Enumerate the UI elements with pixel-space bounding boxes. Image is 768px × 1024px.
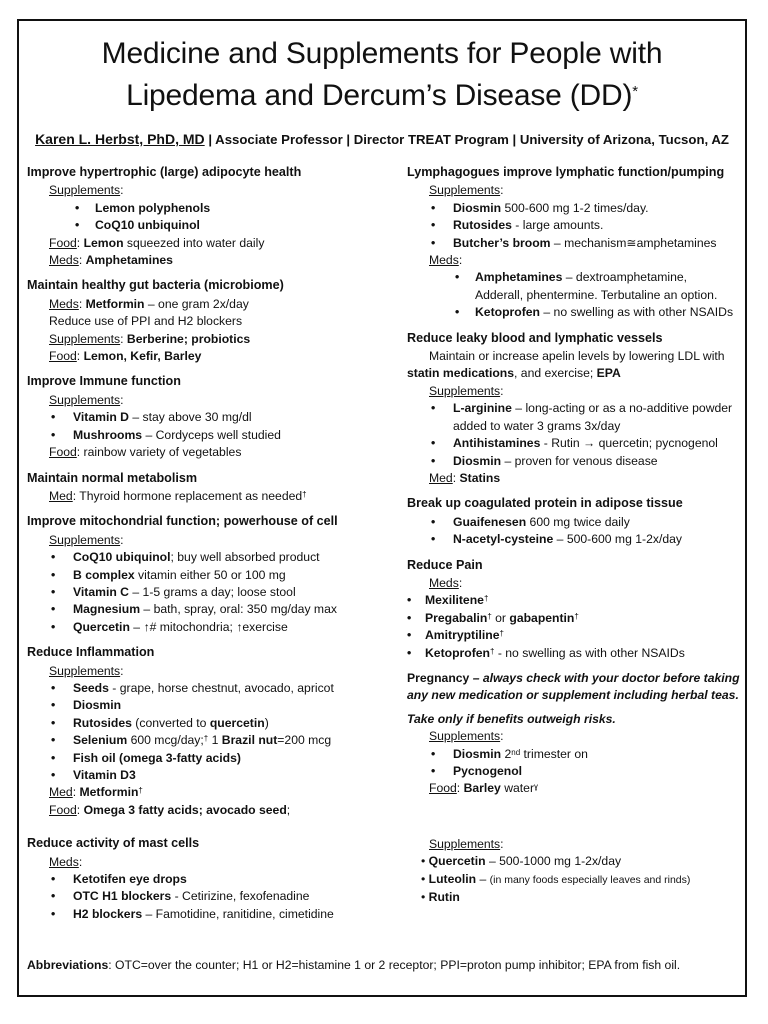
- left-column: [27, 164, 395, 931]
- section-heading: Maintain healthy gut bacteria (microbiome): [27, 278, 284, 293]
- meds-list: [407, 269, 745, 321]
- right-column: [407, 164, 745, 914]
- list-item: • L-arginine – long-acting or as a no-additive powder added to water 3 grams 3x/day: [453, 400, 745, 435]
- food-line: Food: Barley water$^ɣ$: [429, 781, 539, 796]
- author-affiliation: | Associate Professor | Director TREAT Program | University of Arizona, Tucson, AZ: [204, 132, 729, 147]
- supplement-list: [27, 549, 395, 636]
- text-line: statin medications, and exercise; EPA: [407, 366, 621, 381]
- supplement-list: [407, 746, 745, 781]
- list-item: • Rutosides - large amounts.: [453, 217, 745, 234]
- section-gut-bacteria: [27, 277, 395, 365]
- list-item: • Ketoprofen – no swelling as with other NSAIDs: [475, 304, 745, 321]
- section-heading: Reduce activity of mast cells: [27, 836, 200, 851]
- title-line-1: Medicine and Supplements for People with: [101, 37, 663, 70]
- list-item: • Diosmin: [73, 697, 395, 714]
- section-mitochondrial-function: Improve mitochondrial function; powerhouse of cell Supplements: • CoQ10 ubiquinol; buy well absorbed product • B complex vitamin either 50 or 100 mg • Vitamin C – 1-5 grams a day; loose stool • Magnesium – bath, spray, oral: 350 mg/day max • Quercetin – ↑# mitochondria; ↑exercise: [27, 513, 395, 636]
- supplement-list: [407, 514, 745, 549]
- supplement-list: [27, 200, 395, 235]
- list-item: • Rutosides (converted to quercetin): [73, 715, 395, 732]
- list-item: • Mushrooms – Cordyceps well studied: [73, 427, 395, 444]
- section-mast-cells: Reduce activity of mast cells Meds: • Ketotifen eye drops • OTC H1 blockers - Cetirizine, fexofenadine • H2 blockers – Famotidine, ranitidine, cimetidine: [27, 835, 395, 923]
- section-heading: Improve hypertrophic (large) adipocyte health: [27, 165, 302, 179]
- list-item: • Diosmin 2nd trimester on: [453, 746, 745, 763]
- list-item: • Fish oil (omega 3-fatty acids): [73, 750, 395, 767]
- list-item: • Vitamin D – stay above 30 mg/dl: [73, 409, 395, 426]
- section-coagulated-protein: [407, 495, 745, 548]
- meds-list: [407, 592, 745, 662]
- section-adipocyte-health: Improve hypertrophic (large) adipocyte health Supplements: • Lemon polyphenols • CoQ10 unbiquinol Food: Lemon squeezed into water daily Meds: Amphetamines: [27, 164, 395, 269]
- list-item: • Diosmin – proven for venous disease: [453, 453, 745, 470]
- section-pregnancy: Pregnancy – always check with your doctor before taking any new medication or supplement including herbal teas. Take only if benefits outweigh risks. Supplements: • Diosmin 2nd trimester on • Pycnogenol Food: Barley water$^ɣ$: [407, 670, 745, 798]
- list-item: • Luteolin – (in many foods especially leaves and rinds): [421, 871, 691, 886]
- list-item: • Seeds - grape, horse chestnut, avocado, apricot: [73, 680, 395, 697]
- meds-line: Meds: Amphetamines: [49, 253, 173, 268]
- section-immune-function: Improve Immune function Supplements: • Vitamin D – stay above 30 mg/dl • Mushrooms – Cordyceps well studied Food: rainbow variety of vegetables: [27, 373, 395, 461]
- section-lymphagogues: Lymphagogues improve lymphatic function/pumping Supplements: • Diosmin 500-600 mg 1-2 times/day. • Rutosides - large amounts. • Butcher’s broom – mechanism≅amphetamines Meds: • Amphetamines – dextroamphetamine, Adderall, phentermine. Terbutaline an option. • Ketoprofen – no swelling as with other NSAIDs: [407, 164, 745, 322]
- up-arrow-icon: ↑: [143, 619, 150, 634]
- list-item: • Butcher’s broom – mechanism≅amphetamines: [453, 235, 745, 252]
- list-item: • Pycnogenol: [453, 763, 745, 780]
- list-item: • Vitamin C – 1-5 grams a day; loose stool: [73, 584, 395, 601]
- title-line-2: Lipedema and Dercum’s Disease (DD)*: [126, 79, 638, 112]
- document-title: [19, 33, 745, 117]
- med-line: Med: Metformin†: [49, 785, 143, 800]
- list-item: • CoQ10 ubiquinol; buy well absorbed product: [73, 549, 395, 566]
- supplement-list: [407, 400, 745, 470]
- list-item: • Quercetin – 500-1000 mg 1-2x/day: [421, 854, 622, 869]
- section-heading: Improve Immune function: [27, 374, 181, 389]
- food-line: Food: Lemon, Kefir, Barley: [49, 349, 202, 364]
- list-item: • Amphetamines – dextroamphetamine, Adderall, phentermine. Terbutaline an option.: [475, 269, 745, 304]
- list-item: • OTC H1 blockers - Cetirizine, fexofenadine: [73, 888, 395, 905]
- section-pain: Reduce Pain Meds: • Mexilitene† • Pregabalin† or gabapentin† • Amitryptiline† • Ketoprofen† - no swelling as with other NSAIDs: [407, 557, 745, 662]
- author-name: Karen L. Herbst, PhD, MD: [35, 131, 205, 147]
- list-item: • H2 blockers – Famotidine, ranitidine, cimetidine: [73, 906, 395, 923]
- list-item: • Vitamin D3: [73, 767, 395, 784]
- list-item: • CoQ10 unbiquinol: [95, 217, 395, 234]
- up-arrow-icon: ↑: [236, 619, 243, 634]
- section-mast-cell-supplements: Supplements: • Quercetin – 500-1000 mg 1-2x/day • Luteolin – (in many foods especially leaves and rinds) • Rutin: [407, 836, 745, 907]
- supplement-list: [407, 200, 745, 252]
- supplement-list: [27, 680, 395, 784]
- section-heading: Improve mitochondrial function; powerhouse of cell: [27, 514, 338, 529]
- section-heading: Lymphagogues improve lymphatic function/pumping: [407, 165, 725, 179]
- list-item: • Guaifenesen 600 mg twice daily: [453, 514, 745, 531]
- food-line: Food: Omega 3 fatty acids; avocado seed;: [49, 802, 291, 817]
- section-inflammation: Reduce Inflammation Supplements: • Seeds - grape, horse chestnut, avocado, apricot • Diosmin • Rutosides (converted to quercetin) • Selenium 600 mcg/day;† 1 Brazil nut=200 mcg • Fish oil (omega 3-fatty acids) • Vitamin D3 Med: Metformin† Food: Omega 3 fatty acids; avocado seed;: [27, 644, 395, 819]
- take-only-note: Take only if benefits outweigh risks.: [407, 711, 616, 726]
- meds-list: [27, 871, 395, 923]
- pregnancy-warning: Pregnancy – always check with your doctor before taking any new medication or supplement including herbal teas.: [407, 670, 740, 703]
- section-heading: Break up coagulated protein in adipose tissue: [407, 496, 683, 511]
- text-line: Reduce use of PPI and H2 blockers: [49, 314, 243, 329]
- list-item: • Antihistamines - Rutin → quercetin; pycnogenol: [453, 435, 745, 452]
- list-item: • Pregabalin† or gabapentin†: [425, 610, 745, 627]
- supplement-list: [27, 409, 395, 444]
- title-footnote-mark: *: [632, 83, 638, 100]
- text-line: Maintain or increase apelin levels by lowering LDL with: [429, 349, 725, 364]
- food-line: Food: Lemon squeezed into water daily: [49, 235, 265, 250]
- section-leaky-vessels: Reduce leaky blood and lymphatic vessels Maintain or increase apelin levels by lowering LDL with statin medications, and exercise; EPA Supplements: • L-arginine – long-acting or as a no-additive powder added to water 3 grams 3x/day • Antihistamines - Rutin → quercetin; pycnogenol • Diosmin – proven for venous disease Med: Statins: [407, 330, 745, 488]
- list-item: • Selenium 600 mcg/day;† 1 Brazil nut=200 mcg: [73, 732, 395, 749]
- med-line: Med: Thyroid hormone replacement as needed†: [49, 488, 307, 503]
- list-item: • B complex vitamin either 50 or 100 mg: [73, 567, 395, 584]
- section-heading: Reduce Inflammation: [27, 645, 155, 660]
- list-item: • Mexilitene†: [425, 592, 745, 609]
- food-line: Food: rainbow variety of vegetables: [49, 445, 242, 460]
- abbreviations-footer: Abbreviations: OTC=over the counter; H1 or H2=histamine 1 or 2 receptor; PPI=proton pump inhibitor; EPA from fish oil.: [27, 958, 681, 972]
- meds-line: Meds: Metformin – one gram 2x/day: [49, 296, 249, 311]
- list-item: • Magnesium – bath, spray, oral: 350 mg/day max: [73, 601, 395, 618]
- supplements-line: Supplements: Berberine; probiotics: [49, 331, 251, 346]
- supplements-label: Supplements: [49, 183, 121, 198]
- list-item: • Diosmin 500-600 mg 1-2 times/day.: [453, 200, 745, 217]
- list-item: • Ketoprofen† - no swelling as with other NSAIDs: [425, 645, 745, 662]
- list-item: • Amitryptiline†: [425, 627, 745, 644]
- section-metabolism: [27, 470, 395, 506]
- list-item: • N-acetyl-cysteine – 500-600 mg 1-2x/day: [453, 531, 745, 548]
- list-item: • Ketotifen eye drops: [73, 871, 395, 888]
- list-item: • Quercetin – ↑# mitochondria; ↑exercise: [73, 619, 395, 636]
- med-line: Med: Statins: [429, 470, 501, 485]
- list-item: • Rutin: [421, 890, 460, 905]
- document-frame: [17, 19, 747, 997]
- section-heading: Reduce Pain: [407, 557, 483, 572]
- list-item: • Lemon polyphenols: [95, 200, 395, 217]
- section-heading: Reduce leaky blood and lymphatic vessels: [407, 330, 663, 345]
- section-heading: Maintain normal metabolism: [27, 470, 198, 485]
- author-line: [19, 131, 745, 147]
